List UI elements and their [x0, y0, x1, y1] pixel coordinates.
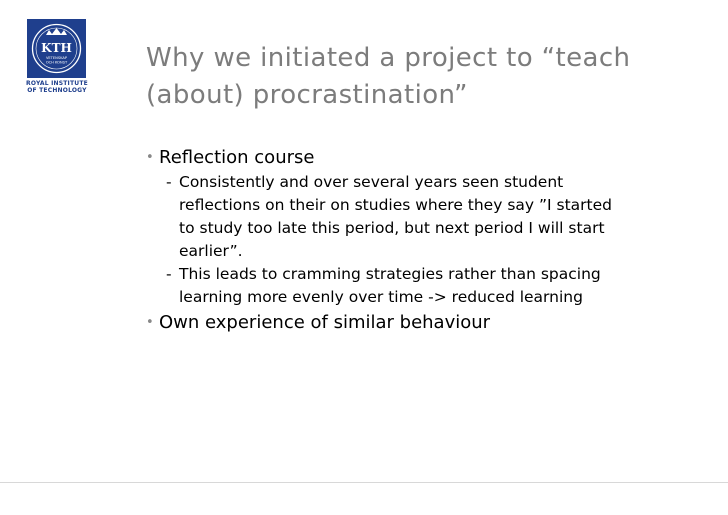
bullet-text: Reflection course: [159, 147, 315, 168]
bullet-item: [146, 310, 706, 335]
kth-logo: [27, 19, 86, 78]
sub-bullet-line: This leads to cramming strategies rather than spacing: [179, 265, 601, 283]
bullet-text: Own experience of similar behaviour: [159, 312, 491, 333]
slide-title-line-2: (about) procrastination”: [146, 80, 468, 110]
sub-bullet-line: learning more evenly over time -> reduced learning: [179, 288, 583, 306]
logo-motto-line-2: OCH KONST: [45, 60, 68, 65]
sub-bullet-item: [146, 263, 706, 309]
footer-divider: [0, 482, 728, 483]
sub-bullet-line: reflections on their on studies where they say ”I started: [179, 196, 613, 214]
slide-body: [146, 145, 706, 335]
sub-bullet-item: [146, 171, 706, 263]
dash-icon: -: [166, 173, 172, 191]
bullet-icon: •: [146, 315, 154, 330]
bullet-icon: •: [146, 150, 154, 165]
slide-title-line-1: Why we initiated a project to “teach: [146, 43, 631, 73]
sub-bullet-line: earlier”.: [179, 242, 243, 260]
bullet-item: [146, 145, 706, 170]
logo-motto-line-1: VETENSKAP: [45, 56, 68, 60]
logo-caption: [15, 80, 99, 94]
slide-title: [146, 40, 706, 114]
sub-bullet-line: Consistently and over several years seen student: [179, 173, 564, 191]
dash-icon: -: [166, 265, 172, 283]
logo-caption-line-2: OF TECHNOLOGY: [27, 87, 87, 94]
kth-crest-icon: [27, 19, 86, 78]
sub-bullet-list: [146, 171, 706, 309]
logo-wordmark: KTH: [41, 41, 72, 55]
sub-bullet-line: to study too late this period, but next period I will start: [179, 219, 605, 237]
logo-caption-line-1: ROYAL INSTITUTE: [26, 80, 88, 87]
